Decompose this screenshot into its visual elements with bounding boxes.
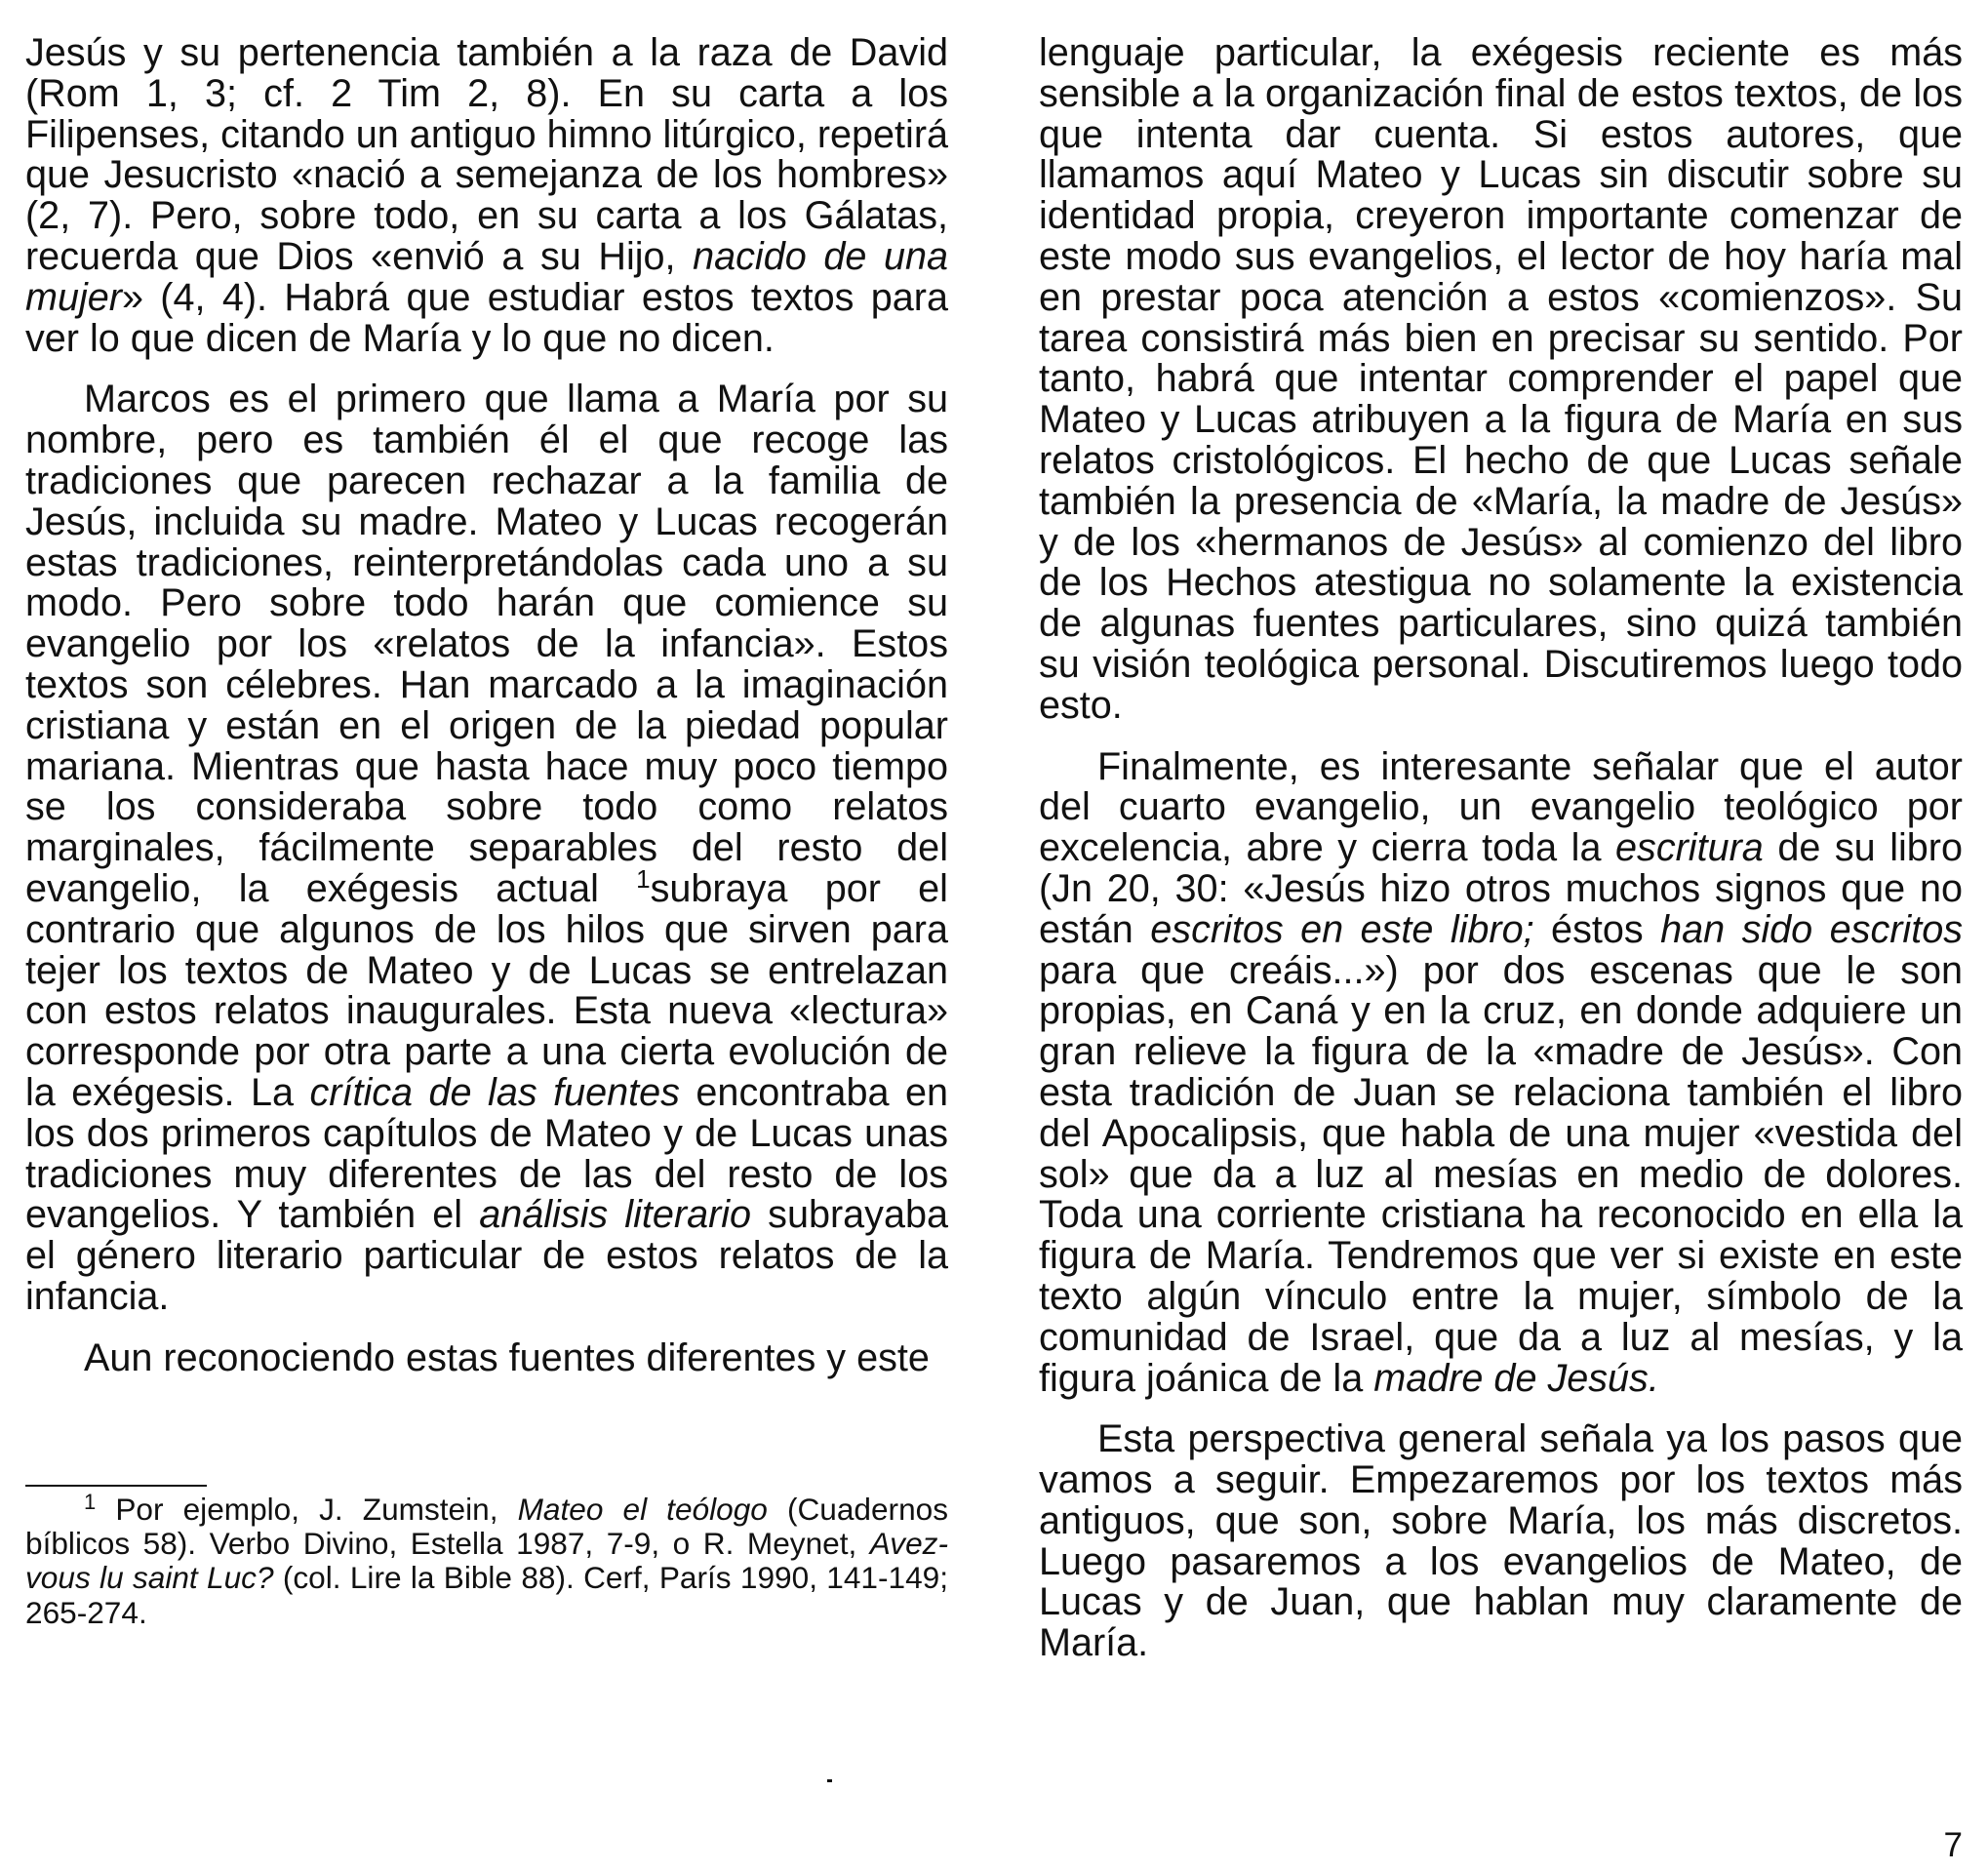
- paragraph: Marcos es el primero que llama a María por su nombre, pero es también él el que recoge las tradiciones que parecen rechazar a la familia de Jesús, incluida su madre. Mateo y Lucas recogerán estas tradiciones, reinterpretándolas cada uno a su modo. Pero sobre todo harán que comience su evangelio por los «relatos de la infancia». Estos textos son célebres. Han marcado a la imaginación cristiana y están en el origen de la piedad popular mariana. Mientras que hasta hace muy poco tiempo se los consideraba sobre todo como relatos marginales, fácilmente separables del resto del evangelio, la exégesis actual $^1$subraya por el contrario que algunos de los hilos que sirven para tejer los textos de Mateo y de Lucas se entrelazan con estos relatos inaugurales. Esta nueva «lectura» corresponde por otra parte a una cierta evolución de la exégesis. La crítica de las fuentes encontraba en los dos primeros capítulos de Mateo y de Lucas unas tradiciones muy diferentes de las del resto de los evangelios. Y también el análisis literario subrayaba el género literario particular de estos relatos de la infancia.: [25, 378, 948, 1318]
- footnote-marker: 1: [84, 1490, 97, 1514]
- page-number: 7: [1943, 1826, 1963, 1864]
- italic-text: Mateo el teólogo: [517, 1492, 768, 1527]
- footnote: $^1$ Por ejemplo, J. Zumstein, Mateo el teólogo (Cuadernos bíblicos 58). Verbo Divino, Estella 1987, 7-9, o R. Meynet, Avez-vous lu saint Luc? (col. Lire la Bible 88). Cerf, París 1990, 141-149; 265-274.: [25, 1490, 949, 1630]
- paragraph: Esta perspectiva general señala ya los pasos que vamos a seguir. Empezaremos por los textos más antiguos, que son, sobre María, los más discretos. Luego pasaremos a los evangelios de Mateo, de Lucas y de Juan, que hablan muy claramente de María.: [1039, 1417, 1963, 1665]
- left-column: [25, 33, 948, 1379]
- footnote-marker: 1: [636, 863, 651, 894]
- italic-text: escritura: [1615, 826, 1764, 870]
- paragraph: Finalmente, es interesante señalar que el autor del cuarto evangelio, un evangelio teológico por excelencia, abre y cierra toda la escritura de su libro (Jn 20, 30: «Jesús hizo otros muchos signos que no están escritos en este libro; éstos han sido escritos para que creáis...») por dos escenas que le son propias, en Caná y en la cruz, en donde adquiere un gran relieve la figura de la «madre de Jesús». Con esta tradición de Juan se relaciona también el libro del Apocalipsis, que habla de una mujer «vestida del sol» que da a luz al mesías en medio de dolores. Toda una corriente cristiana ha reconocido en ella la figura de María. Tendremos que ver si existe en este texto algún vínculo entre la mujer, símbolo de la comunidad de Israel, que da a luz al mesías, y la figura joánica de la madre de Jesús.: [1039, 744, 1964, 1400]
- italic-text: crítica de las fuentes: [309, 1070, 680, 1114]
- right-column: [1039, 33, 1963, 1664]
- footnote-divider: [25, 1485, 207, 1487]
- italic-text: escritos en este libro;: [1150, 907, 1534, 951]
- italic-text: han sido escritos: [1660, 907, 1964, 951]
- print-mark: [827, 1779, 832, 1782]
- paragraph: Jesús y su pertenencia también a la raza de David (Rom 1, 3; cf. 2 Tim 2, 8). En su carta a los Filipenses, citando un antiguo himno litúrgico, repetirá que Jesucristo «nació a semejanza de los hombres» (2, 7). Pero, sobre todo, en su carta a los Gálatas, recuerda que Dios «envió a su Hijo, nacido de una mujer» (4, 4). Habrá que estudiar estos textos para ver lo que dicen de María y lo que no dicen.: [25, 31, 949, 360]
- paragraph: lenguaje particular, la exégesis reciente es más sensible a la organización final de estos textos, de los que intenta dar cuenta. Si estos autores, que llamamos aquí Mateo y Lucas sin discutir sobre su identidad propia, creyeron importante comenzar de este modo sus evangelios, el lector de hoy haría mal en prestar poca atención a estos «comienzos». Su tarea consistirá más bien en precisar su sentido. Por tanto, habrá que intentar comprender el papel que Mateo y Lucas atribuyen a la figura de María en sus relatos cristológicos. El hecho de que Lucas señale también la presencia de «María, la madre de Jesús» y de los «hermanos de Jesús» al comienzo del libro de los Hechos atestigua no solamente la existencia de algunas fuentes particulares, sino quizá también su visión teológica personal. Discutiremos luego todo esto.: [1039, 31, 1963, 727]
- italic-text: madre de Jesús.: [1373, 1356, 1659, 1400]
- italic-text: Avez-vous lu saint Luc?: [25, 1526, 948, 1596]
- italic-text: nacido de una mujer: [25, 234, 948, 319]
- paragraph: Aun reconociendo estas fuentes diferentes y este: [84, 1335, 930, 1379]
- italic-text: análisis literario: [479, 1193, 752, 1237]
